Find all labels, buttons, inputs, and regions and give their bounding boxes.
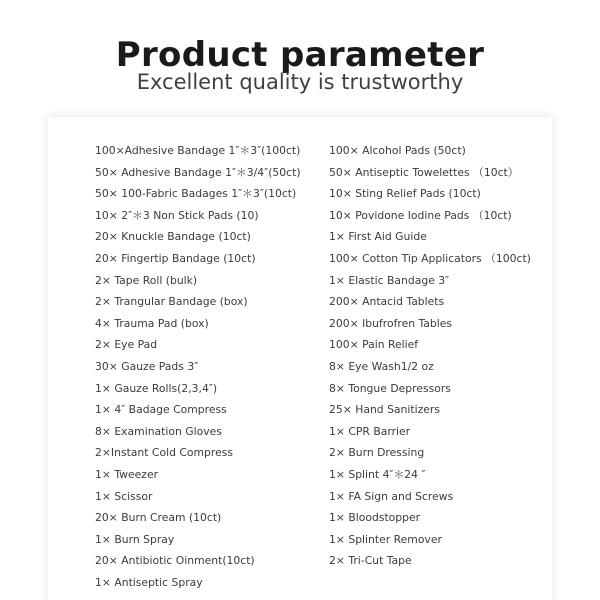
list-item: 8× Examination Gloves [95,424,222,438]
list-item: 1× CPR Barrier [329,424,411,438]
list-item: 1× Splinter Remover [329,532,442,546]
list-item: 2× Eye Pad [95,338,158,352]
list-item: 10× Sting Relief Pads (10ct) [329,187,481,201]
list-item: 50× Antiseptic Towelettes （10ct） [329,165,519,179]
list-item: 8× Eye Wash1/2 oz [329,359,434,373]
list-item: 200× Ibufrofren Tables [329,316,453,330]
list-item: 1× 4″ Badage Compress [95,403,227,417]
list-item: 2×Instant Cold Compress [95,446,233,460]
list-item: 20× Burn Cream (10ct) [95,511,222,525]
list-item: 1× FA Sign and Screws [329,489,454,503]
list-item: 25× Hand Sanitizers [329,403,441,417]
list-item: 30× Gauze Pads 3″ [95,359,199,373]
parameter-list-right [329,140,531,572]
list-item: 100× Pain Relief [329,338,419,352]
list-item: 1× Tweezer [95,467,159,481]
list-item: 1× Antiseptic Spray [95,575,203,589]
list-item: 2× Burn Dressing [329,446,425,460]
list-item: 20× Knuckle Bandage (10ct) [95,230,251,244]
list-item: 4× Trauma Pad (box) [95,316,209,330]
list-item: 100× Alcohol Pads (50ct) [329,144,466,157]
list-item: 2× Trangular Bandage (box) [95,295,248,309]
list-item: 50× Adhesive Bandage 1″＊3/4″(50ct) [95,165,301,179]
list-item: 1× Burn Spray [95,532,175,546]
list-item: 1× Gauze Rolls(2,3,4″) [95,381,218,395]
list-item: 1× Scissor [95,489,153,503]
parameter-list-left [95,140,301,593]
list-item: 10× Povidone Iodine Pads （10ct) [329,208,512,222]
list-item: 100×Adhesive Bandage 1″＊3″(100ct) [95,144,301,157]
list-item: 1× Bloodstopper [329,511,421,525]
list-item: 1× Splint 4″＊24 ″ [329,467,426,481]
list-item: 2× Tape Roll (bulk) [95,273,198,287]
list-item: 100× Cotton Tip Applicators （100ct) [329,251,531,265]
list-item: 8× Tongue Depressors [329,381,451,395]
list-item: 2× Tri-Cut Tape [329,554,412,568]
list-item: 200× Antacid Tablets [329,295,445,309]
list-item: 20× Antibiotic Oinment(10ct) [95,554,255,568]
list-item: 50× 100-Fabric Badages 1″＊3″(10ct) [95,187,297,201]
page-subtitle: Excellent quality is trustworthy [136,70,464,94]
list-item: 20× Fingertip Bandage (10ct) [95,251,256,265]
page-title: Product parameter [115,34,485,75]
list-item: 1× First Aid Guide [329,230,427,244]
list-item: 10× 2″＊3 Non Stick Pads (10) [95,208,259,222]
list-item: 1× Elastic Bandage 3″ [329,273,450,287]
